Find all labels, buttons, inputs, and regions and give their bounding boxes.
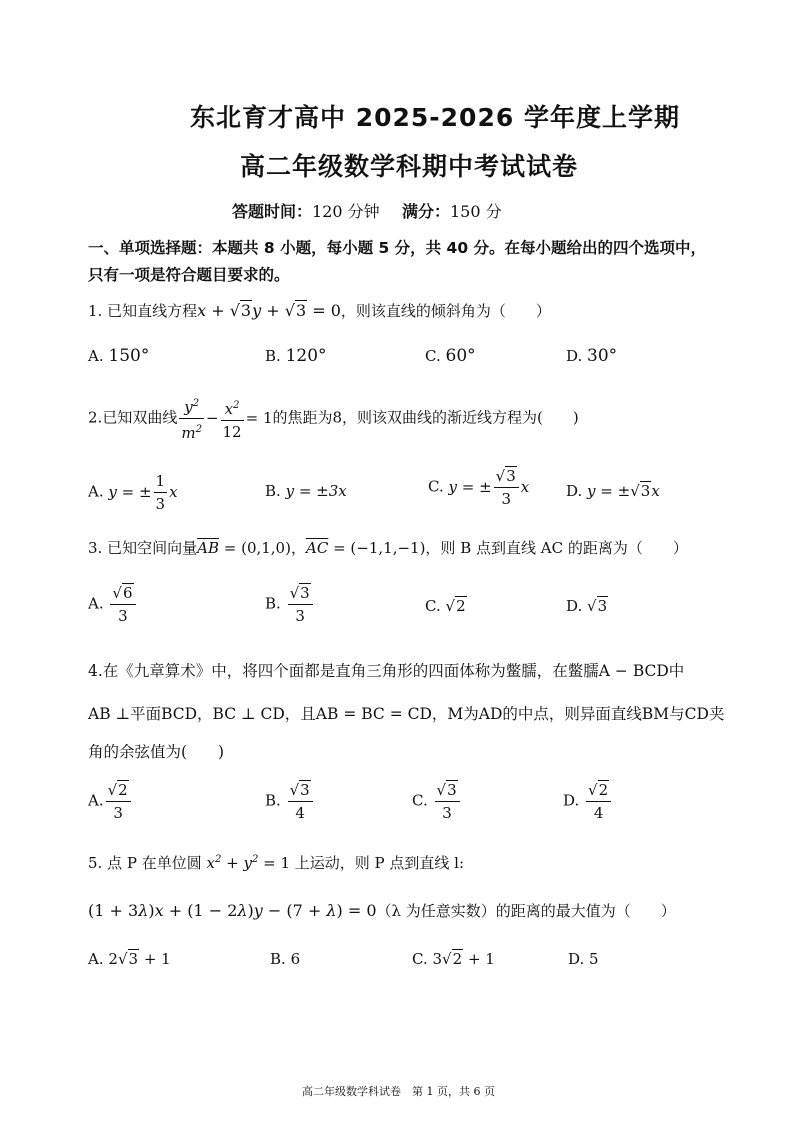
option-value: 3√2 + 1 xyxy=(432,950,495,968)
q3-option-d[interactable] xyxy=(566,597,608,615)
option-value: $\frac{√3}{3}$ xyxy=(286,595,315,613)
option-value: 6 xyxy=(290,950,301,968)
vector-ac: $\overline{AC} = (-1,1,-1)$ xyxy=(305,539,426,557)
question-2-stem xyxy=(88,393,579,444)
option-letter: B. xyxy=(265,791,281,810)
exam-title-line2: 高二年级数学科期中考试试卷 xyxy=(240,152,579,181)
time-value: 120 分钟 xyxy=(312,202,380,221)
option-letter: C. xyxy=(425,347,441,365)
page-footer: 高二年级数学科试卷 第 1 页，共 6 页 xyxy=(302,1085,495,1098)
option-value: y = ± $\frac{1}{3}$ x xyxy=(108,472,178,513)
q3-option-c[interactable] xyxy=(425,597,467,615)
question-text: 在《九章算术》中，将四个面都是直角三角形的四面体称为鳖臑，在鳖臑A − BCD中 xyxy=(102,662,685,680)
option-value: $\frac{√2}{3}$ xyxy=(104,792,133,810)
section1-heading-line2: 只有一项是符合题目要求的。 xyxy=(88,266,290,284)
q2-option-c[interactable] xyxy=(428,465,529,510)
option-letter: A. xyxy=(88,347,104,365)
option-value: 5 xyxy=(589,950,599,968)
question-5-line2 xyxy=(88,900,676,921)
q2-option-d[interactable] xyxy=(566,482,660,500)
option-letter: A. xyxy=(88,594,104,613)
q2-option-a[interactable] xyxy=(88,470,178,515)
option-value: 30° xyxy=(587,346,618,366)
question-4-line3: 角的余弦值为( ) xyxy=(88,743,225,761)
question-1-stem xyxy=(88,300,551,321)
q4-option-d[interactable] xyxy=(563,779,613,824)
q5-option-a[interactable] xyxy=(88,950,171,968)
option-letter: A. xyxy=(88,482,104,501)
line-equation: (1 + 3λ)x + (1 − 2λ)y − (7 + λ) = 0 xyxy=(88,901,377,920)
q1-option-b[interactable] xyxy=(265,346,327,366)
q1-option-a[interactable] xyxy=(88,346,149,366)
q2-option-b[interactable] xyxy=(265,482,347,500)
question-5-line1 xyxy=(88,852,464,873)
question-text: （λ 为任意实数）的距离的最大值为（ ） xyxy=(376,902,676,920)
option-letter: C. xyxy=(428,477,444,496)
option-value: $\frac{√3}{3}$ xyxy=(433,792,462,810)
option-value: 60° xyxy=(445,346,476,366)
question-1-equation: x + √3y + √3 = 0 xyxy=(197,301,341,320)
question-number: 1. xyxy=(88,302,103,320)
question-text: 点 P 在单位圆 xyxy=(107,854,202,872)
option-letter: B. xyxy=(265,482,281,500)
q5-option-b[interactable] xyxy=(270,950,300,968)
option-letter: D. xyxy=(566,597,583,615)
option-value: √3 xyxy=(587,597,608,615)
q4-option-b[interactable] xyxy=(265,779,315,824)
q4-option-c[interactable] xyxy=(412,779,462,824)
question-4-line1 xyxy=(88,659,684,681)
option-letter: D. xyxy=(566,482,583,500)
q1-option-c[interactable] xyxy=(425,346,476,366)
question-text: 已知空间向量 xyxy=(107,539,198,557)
option-value: 2√3 + 1 xyxy=(108,950,171,968)
option-value: y = ±√3x xyxy=(587,482,660,500)
question-4-line2: AB ⊥平面BCD，BC ⊥ CD，且AB = BC = CD，M为AD的中点，则异面直线BM与CD夹 xyxy=(88,705,725,723)
option-letter: C. xyxy=(425,597,441,615)
vector-ab: $\overline{AB} = (0,1,0)$ xyxy=(197,539,291,557)
option-letter: D. xyxy=(568,950,585,968)
option-value: y = ±3x xyxy=(285,482,347,500)
question-number: 2. xyxy=(88,408,103,427)
q1-option-d[interactable] xyxy=(566,346,617,366)
question-3-stem: 3. 已知空间向量$\overline{AB} = (0,1,0)$，$\overline{AC} = (-1,1,-1)$，则 B 点到直线 AC 的距离为（ ） xyxy=(88,539,688,557)
option-letter: C. xyxy=(412,950,428,968)
circle-equation: $x^2 + y^2 = 1$ xyxy=(206,854,290,872)
option-letter: D. xyxy=(563,791,580,810)
section1-heading-line1: 一、单项选择题：本题共 8 小题，每小题 5 分，共 40 分。在每小题给出的四个选项中， xyxy=(88,239,707,257)
option-letter: A. xyxy=(88,950,104,968)
q3-option-b[interactable] xyxy=(265,582,315,627)
q5-option-d[interactable] xyxy=(568,950,599,968)
score-label: 满分： xyxy=(401,202,450,221)
option-letter: C. xyxy=(412,791,428,810)
option-letter: A. xyxy=(88,791,104,810)
question-text: ，则该直线的倾斜角为（ ） xyxy=(340,302,551,320)
question-text: 已知双曲线 xyxy=(102,408,178,427)
option-value: √2 xyxy=(445,597,466,615)
question-text: 的焦距为8，则该双曲线的渐近线方程为( ) xyxy=(272,408,579,427)
question-text: 上运动，则 P 点到直线 l: xyxy=(294,854,465,872)
option-value: y = ± $\frac{√3}{3}$ x xyxy=(448,467,530,508)
option-value: $\frac{√2}{4}$ xyxy=(584,792,613,810)
q4-option-a[interactable] xyxy=(88,779,133,824)
question-number: 3. xyxy=(88,539,103,557)
option-value: $\frac{√3}{4}$ xyxy=(286,792,315,810)
question-text: 已知直线方程 xyxy=(107,302,198,320)
option-letter: B. xyxy=(270,950,286,968)
option-value: 150° xyxy=(108,346,150,366)
option-value: $\frac{√6}{3}$ xyxy=(108,595,137,613)
option-letter: D. xyxy=(566,347,583,365)
score-value: 150 分 xyxy=(449,202,502,221)
exam-title-line1: 东北育才高中 2025-2026 学年度上学期 xyxy=(190,103,680,132)
question-number: 4. xyxy=(88,662,103,680)
hyperbola-equation: $\frac{y^2}{m^2}$ − $\frac{x^2}{12}$ = 1 xyxy=(177,409,272,427)
question-number: 5. xyxy=(88,854,103,872)
question-text: ，则 B 点到直线 AC 的距离为（ ） xyxy=(425,539,688,557)
q3-option-a[interactable] xyxy=(88,582,138,627)
option-value: 120° xyxy=(285,346,327,366)
option-letter: B. xyxy=(265,594,281,613)
q5-option-c[interactable] xyxy=(412,950,495,968)
option-letter: B. xyxy=(265,347,281,365)
time-label: 答题时间： xyxy=(232,202,313,221)
exam-info xyxy=(232,199,502,222)
